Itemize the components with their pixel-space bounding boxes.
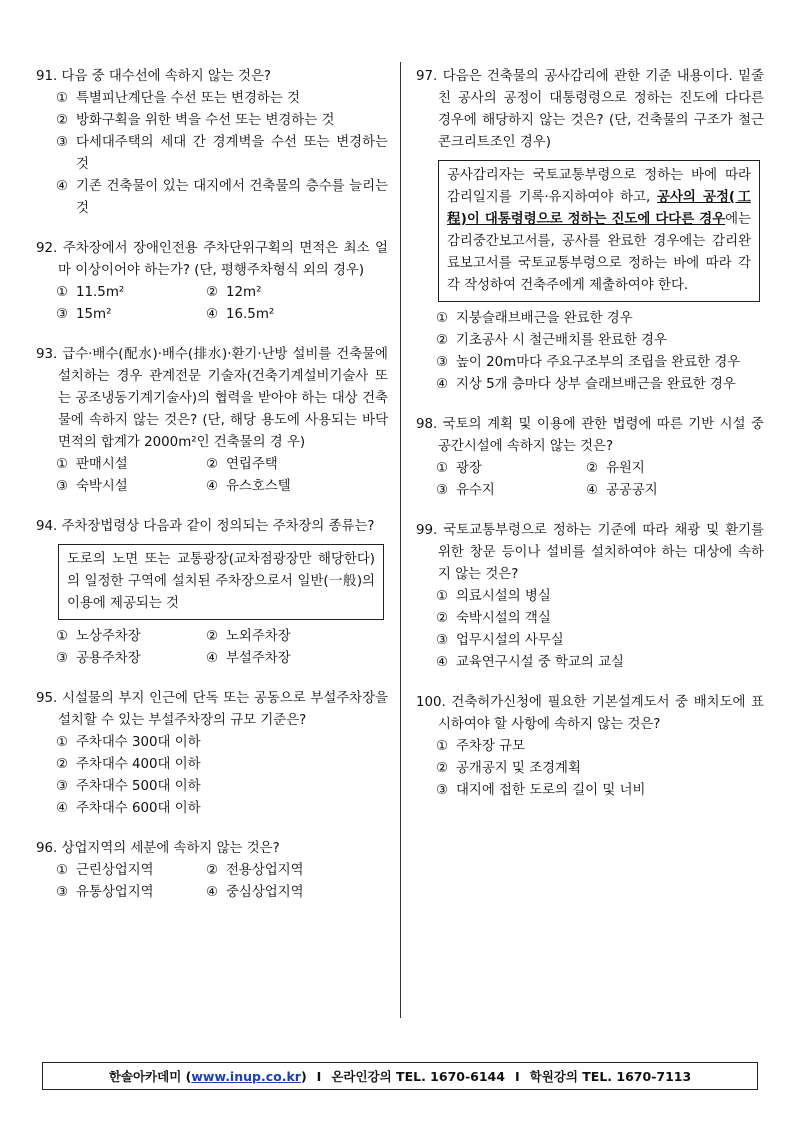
- option-3[interactable]: ③ 숙박시설: [56, 479, 128, 494]
- option-3[interactable]: ③ 유통상업지역: [56, 885, 154, 900]
- option-4[interactable]: ④ 교육연구시설 중 학교의 교실: [436, 655, 624, 670]
- option-2[interactable]: ② 방화구획을 위한 벽을 수선 또는 변경하는 것: [56, 113, 335, 128]
- question-100: [416, 692, 764, 802]
- question-92: [36, 238, 388, 326]
- option-1[interactable]: ① 노상주차장: [56, 629, 141, 644]
- option-3[interactable]: ③ 다세대주택의 세대 간 경계벽을 수선 또는 변경하는 것: [56, 135, 388, 172]
- option-4[interactable]: ④ 유스호스텔: [206, 479, 291, 494]
- question-text: 97. 다음은 건축물의 공사감리에 관한 기준 내용이다. 밑줄 친 공사의 공정이 대통령령으로 정하는 진도에 다다른 경우에 해당하지 않는 것은? (단, 건축물의 구조가 철근콘크리트조인 경우): [416, 69, 764, 150]
- question-text: 98. 국토의 계획 및 이용에 관한 법령에 따른 기반 시설 중 공간시설에 속하지 않는 것은?: [416, 417, 764, 454]
- academy-name: 한솔아카데미: [108, 1069, 182, 1084]
- question-94: [36, 516, 388, 670]
- option-1[interactable]: ① 11.5m²: [56, 285, 125, 300]
- underlined-phrase: 공사의 공정(工程)이 대통령령으로 정하는 진도에 다다른 경우: [447, 190, 751, 227]
- options-grid: [416, 458, 764, 502]
- option-1[interactable]: ① 주차대수 300대 이하: [56, 735, 201, 750]
- option-1[interactable]: ① 광장: [436, 461, 482, 476]
- question-99: [416, 520, 764, 674]
- option-4[interactable]: ④ 기존 건축물이 있는 대지에서 건축물의 층수를 늘리는 것: [56, 179, 388, 216]
- option-3[interactable]: ③ 공용주차장: [56, 651, 141, 666]
- option-3[interactable]: ③ 대지에 접한 도로의 길이 및 너비: [436, 783, 646, 798]
- question-text: 92. 주차장에서 장애인전용 주차단위구획의 면적은 최소 얼마 이상이어야 하는가? (단, 평행주차형식 외의 경우): [36, 241, 388, 278]
- footer-bar: 한솔아카데미 ( www.inup.co.kr ) I 온라인강의 TEL. 1670-6144 I 학원강의 TEL. 1670-7113: [42, 1062, 758, 1090]
- question-text: 96. 상업지역의 세분에 속하지 않는 것은?: [36, 841, 280, 856]
- question-98: [416, 414, 764, 502]
- option-2[interactable]: ② 주차대수 400대 이하: [56, 757, 201, 772]
- options-grid: [36, 860, 388, 904]
- option-2[interactable]: ② 연립주택: [206, 457, 278, 472]
- question-91: [36, 66, 388, 220]
- options-grid: [36, 282, 388, 326]
- question-text: 99. 국토교통부령으로 정하는 기준에 따라 채광 및 환기를 위한 창문 등이나 설비를 설치하여야 하는 대상에 속하지 않는 것은?: [416, 523, 764, 582]
- question-text: 93. 급수·배수(配水)·배수(排水)·환기·난방 설비를 건축물에 설치하는 경우 관계전문 기술자(건축기계설비기술사 또는 공조냉동기계기술사)의 협력을 받아야 하는 대상 건축물에 속하지 않는 것은? (단, 해당 용도에 사용되는 바닥면적의 합계가 2000m²인 건축물의 경 우): [36, 347, 388, 450]
- left-column: [36, 66, 388, 922]
- option-1[interactable]: ① 의료시설의 병실: [436, 589, 551, 604]
- options-grid: [36, 454, 388, 498]
- question-text: 91. 다음 중 대수선에 속하지 않는 것은?: [36, 69, 272, 84]
- right-column: [416, 66, 764, 820]
- question-97: [416, 66, 764, 396]
- options-grid: [36, 626, 388, 670]
- option-2[interactable]: ② 노외주차장: [206, 629, 291, 644]
- option-2[interactable]: ② 12m²: [206, 285, 262, 300]
- option-3[interactable]: ③ 주차대수 500대 이하: [56, 779, 201, 794]
- separator: I: [316, 1068, 322, 1084]
- option-3[interactable]: ③ 유수지: [436, 483, 495, 498]
- question-95: [36, 688, 388, 820]
- option-4[interactable]: ④ 부설주차장: [206, 651, 291, 666]
- option-4[interactable]: ④ 주차대수 600대 이하: [56, 801, 201, 816]
- question-text: 100. 건축허가신청에 필요한 기본설계도서 중 배치도에 표시하여야 할 사항에 속하지 않는 것은?: [416, 695, 764, 732]
- option-4[interactable]: ④ 16.5m²: [206, 307, 275, 322]
- definition-box: 공사감리자는 국토교통부령으로 정하는 바에 따라 감리일지를 기록·유지하여야 하고, 공사의 공정(工程)이 대통령령으로 정하는 진도에 다다른 경우에는 감리중간보고서를, 공사를 완료한 경우에는 감리완료보고서를 국토교통부령으로 정하는 바에 따라 각각 작성하여 건축주에게 제출하여야 한다.: [438, 160, 760, 302]
- separator: I: [514, 1068, 520, 1084]
- option-2[interactable]: ② 전용상업지역: [206, 863, 304, 878]
- definition-box: 도로의 노면 또는 교통광장(교차점광장만 해당한다)의 일정한 구역에 설치된 주차장으로서 일반(一般)의 이용에 제공되는 것: [58, 544, 384, 620]
- question-text: 95. 시설물의 부지 인근에 단독 또는 공동으로 부설주차장을 설치할 수 있는 부설주차장의 규모 기준은?: [36, 691, 388, 728]
- option-2[interactable]: ② 유원지: [586, 461, 645, 476]
- option-4[interactable]: ④ 중심상업지역: [206, 885, 304, 900]
- option-2[interactable]: ② 기초공사 시 철근배치를 완료한 경우: [436, 333, 668, 348]
- option-1[interactable]: ① 근린상업지역: [56, 863, 154, 878]
- option-1[interactable]: ① 판매시설: [56, 457, 128, 472]
- option-4[interactable]: ④ 공공공지: [586, 483, 658, 498]
- option-3[interactable]: ③ 15m²: [56, 307, 112, 322]
- option-2[interactable]: ② 공개공지 및 조경계획: [436, 761, 581, 776]
- option-4[interactable]: ④ 지상 5개 층마다 상부 슬래브배근을 완료한 경우: [436, 377, 736, 392]
- option-1[interactable]: ① 특별피난계단을 수선 또는 변경하는 것: [56, 91, 300, 106]
- offline-phone: 학원강의 TEL. 1670-7113: [529, 1069, 692, 1084]
- option-1[interactable]: ① 지붕슬래브배근을 완료한 경우: [436, 311, 633, 326]
- column-divider: [400, 62, 401, 1018]
- online-phone: 온라인강의 TEL. 1670-6144: [331, 1069, 505, 1084]
- option-1[interactable]: ① 주차장 규모: [436, 739, 525, 754]
- option-2[interactable]: ② 숙박시설의 객실: [436, 611, 551, 626]
- question-96: [36, 838, 388, 904]
- option-3[interactable]: ③ 업무시설의 사무실: [436, 633, 564, 648]
- option-3[interactable]: ③ 높이 20m마다 주요구조부의 조립을 완료한 경우: [436, 355, 741, 370]
- website-link[interactable]: www.inup.co.kr: [191, 1068, 301, 1084]
- question-93: [36, 344, 388, 498]
- question-text: 94. 주차장법령상 다음과 같이 정의되는 주차장의 종류는?: [36, 519, 375, 534]
